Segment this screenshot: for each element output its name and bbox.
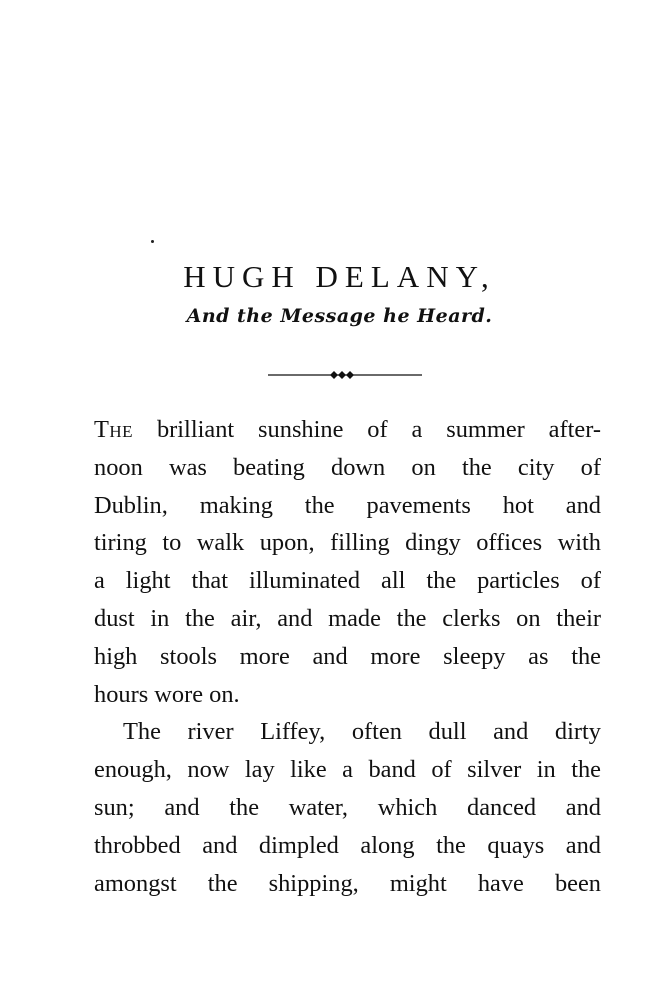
text-line: tiring to walk upon, filling dingy offices with (94, 529, 601, 557)
paragraph-2 (94, 713, 601, 902)
chapter-subtitle: And the Message he Heard. (186, 305, 493, 327)
chapter-title: HUGH DELANY, (183, 258, 496, 294)
text-line: dust in the air, and made the clerks on their (94, 604, 601, 632)
text-line: Dublin, making the pavements hot and (94, 491, 601, 519)
text-line: The river Liffey, often dull and dirty (123, 718, 601, 746)
text-line-content: brilliant sunshine of a summer after- (156, 416, 601, 443)
paragraph-1 (94, 411, 601, 713)
text-line: sun; and the water, which danced and (94, 793, 601, 821)
opening-word: The (94, 416, 134, 443)
text-line (94, 411, 601, 449)
stray-ink-mark (151, 240, 154, 243)
text-line: enough, now lay like a band of silver in the (94, 756, 601, 784)
text-line: high stools more and more sleepy as the (94, 642, 601, 670)
text-line: amongst the shipping, might have been (94, 869, 601, 897)
text-line: a light that illuminated all the particles of (94, 567, 601, 595)
text-line: hours wore on. (94, 680, 240, 708)
ornament-divider (268, 368, 422, 382)
text-line: throbbed and dimpled along the quays and (94, 831, 601, 859)
body-text (94, 411, 601, 902)
text-line: noon was beating down on the city of (94, 453, 601, 481)
